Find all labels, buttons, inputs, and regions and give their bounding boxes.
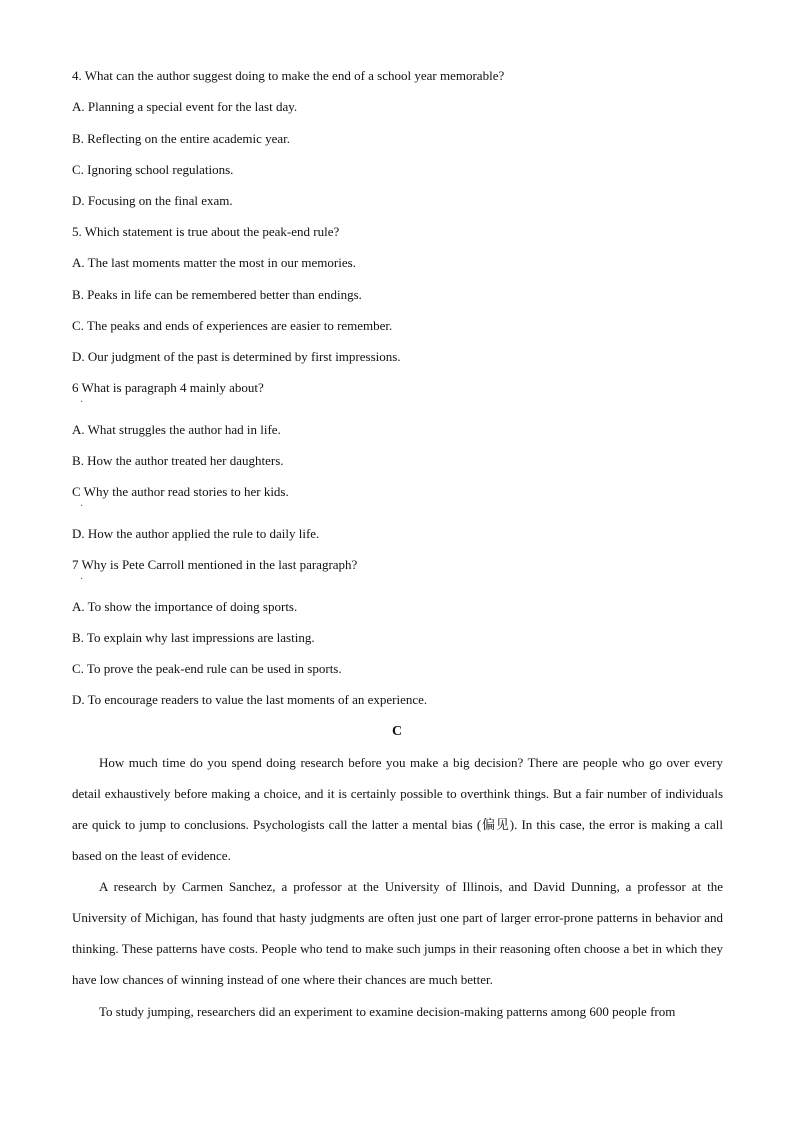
passage-paragraph-1: How much time do you spend doing research before you make a big decision? There are people who go over every detail exhaustively before making a choice, and it is certainly possible to overthink things. But a fair number of individuals are quick to jump to conclusions. Psychologists call the latter a mental bias (偏见). In this case, the error is making a call based on the least of evidence.	[72, 755, 723, 864]
question-6-stem: 6 What is paragraph 4 mainly about?	[72, 380, 264, 395]
question-5-option-d: D. Our judgment of the past is determined by first impressions.	[72, 349, 401, 364]
question-7-stem: 7 Why is Pete Carroll mentioned in the last paragraph?	[72, 557, 358, 572]
question-4-option-b: B. Reflecting on the entire academic year.	[72, 131, 291, 146]
question-7-option-a: A. To show the importance of doing sports.	[72, 599, 298, 614]
question-7-option-d: D. To encourage readers to value the last moments of an experience.	[72, 692, 428, 707]
passage-paragraph-2: A research by Carmen Sanchez, a professor at the University of Illinois, and David Dunning, a professor at the University of Michigan, has found that hasty judgments are often just one part of larger error-prone patterns in behavior and thinking. These patterns have costs. People who tend to make such jumps in their reasoning often choose a bet in which they have low chances of winning instead of one where their chances are much better.	[72, 879, 723, 988]
question-5-option-c: C. The peaks and ends of experiences are easier to remember.	[72, 318, 393, 333]
stray-dot-mark: ·	[80, 397, 84, 408]
question-4-stem: 4. What can the author suggest doing to make the end of a school year memorable?	[72, 68, 505, 83]
section-heading: C	[391, 724, 403, 739]
question-4-option-a: A. Planning a special event for the last day.	[72, 99, 298, 114]
stray-dot-mark: ·	[80, 574, 84, 585]
question-6-option-d: D. How the author applied the rule to daily life.	[72, 526, 320, 541]
question-5-stem: 5. Which statement is true about the peak-end rule?	[72, 224, 340, 239]
question-4-option-d: D. Focusing on the final exam.	[72, 193, 233, 208]
question-6-option-c: C Why the author read stories to her kids.	[72, 484, 289, 499]
question-7-option-b: B. To explain why last impressions are lasting.	[72, 630, 315, 645]
stray-dot-mark: ·	[80, 501, 84, 512]
question-5-option-a: A. The last moments matter the most in our memories.	[72, 255, 356, 270]
question-7-option-c: C. To prove the peak-end rule can be used in sports.	[72, 661, 342, 676]
question-5-option-b: B. Peaks in life can be remembered better than endings.	[72, 287, 362, 302]
question-6-option-b: B. How the author treated her daughters.	[72, 453, 284, 468]
passage-paragraph-3: To study jumping, researchers did an experiment to examine decision-making patterns among 600 people from	[99, 1004, 676, 1019]
question-4-option-c: C. Ignoring school regulations.	[72, 162, 234, 177]
question-6-option-a: A. What struggles the author had in life.	[72, 422, 281, 437]
